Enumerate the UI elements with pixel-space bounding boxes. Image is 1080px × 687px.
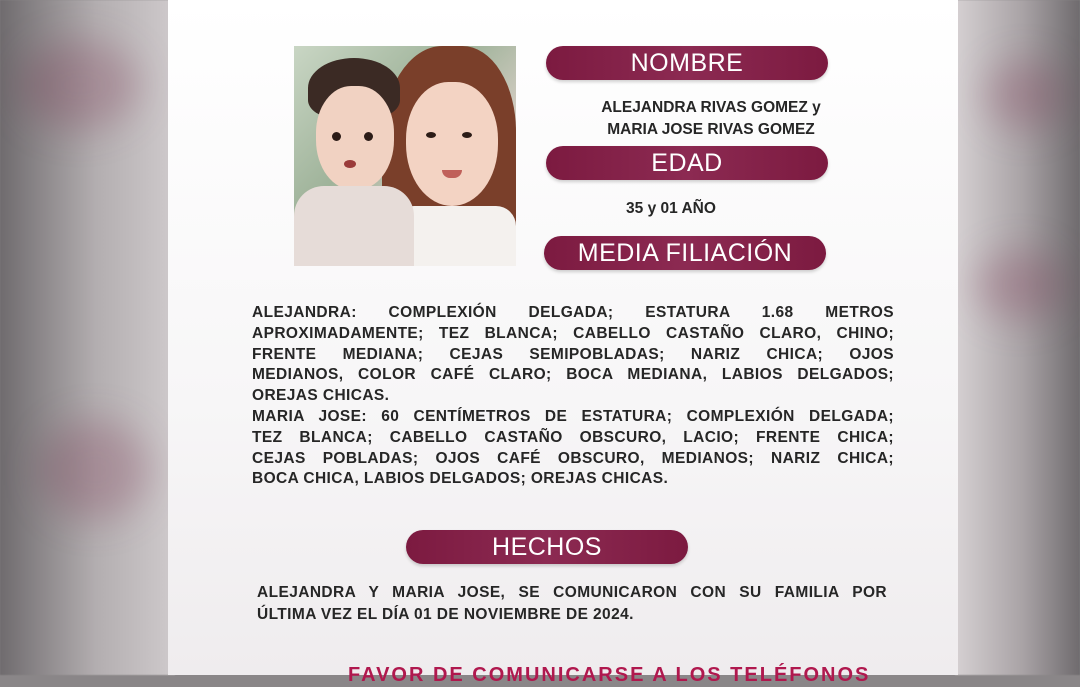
description-line: TEZ BLANCA; CABELLO CASTAÑO OBSCURO, LACIO; FRENTE CHICA; [252, 428, 894, 446]
description-line: MARIA JOSE: 60 CENTÍMETROS DE ESTATURA; COMPLEXIÓN DELGADA; [252, 407, 894, 425]
description-block [252, 303, 894, 490]
media-filiacion-label: MEDIA FILIACIÓN [544, 236, 826, 270]
age-value: 35 y 01 AÑO [626, 200, 716, 217]
description-line: BOCA CHICA, LABIOS DELGADOS; OREJAS CHICAS. [252, 470, 669, 488]
footer-contact-heading: FAVOR DE COMUNICARSE A LOS TELÉFONOS [348, 664, 871, 686]
facts-line-1: ALEJANDRA Y MARIA JOSE, SE COMUNICARON CON SU FAMILIA POR [257, 584, 887, 601]
background-blur-left [0, 0, 175, 675]
description-line: MEDIANOS, COLOR CAFÉ CLARO; BOCA MEDIANA, LABIOS DELGADOS; [252, 366, 894, 384]
name-line-1: ALEJANDRA RIVAS GOMEZ y [601, 99, 821, 116]
photo-mother-and-baby [294, 46, 516, 260]
edad-label: EDAD [546, 146, 828, 180]
hechos-label: HECHOS [406, 530, 688, 564]
description-line: CEJAS POBLADAS; OJOS CAFÉ OBSCURO, MEDIANOS; NARIZ CHICA; [252, 449, 894, 467]
facts-line-2: ÚLTIMA VEZ EL DÍA 01 DE NOVIEMBRE DE 2024. [257, 606, 634, 623]
facts-text [257, 582, 887, 626]
missing-person-poster [168, 0, 958, 686]
name-line-2: MARIA JOSE RIVAS GOMEZ [607, 121, 815, 138]
description-line: FRENTE MEDIANA; CEJAS SEMIPOBLADAS; NARIZ CHICA; OJOS [252, 345, 894, 363]
background-blur-right [955, 0, 1080, 675]
description-line: OREJAS CHICAS. [252, 387, 390, 405]
name-text [568, 97, 854, 141]
nombre-label: NOMBRE [546, 46, 828, 80]
description-line: ALEJANDRA: COMPLEXIÓN DELGADA; ESTATURA 1.68 METROS [252, 304, 894, 321]
description-line: APROXIMADAMENTE; TEZ BLANCA; CABELLO CASTAÑO CLARO, CHINO; [252, 324, 894, 342]
